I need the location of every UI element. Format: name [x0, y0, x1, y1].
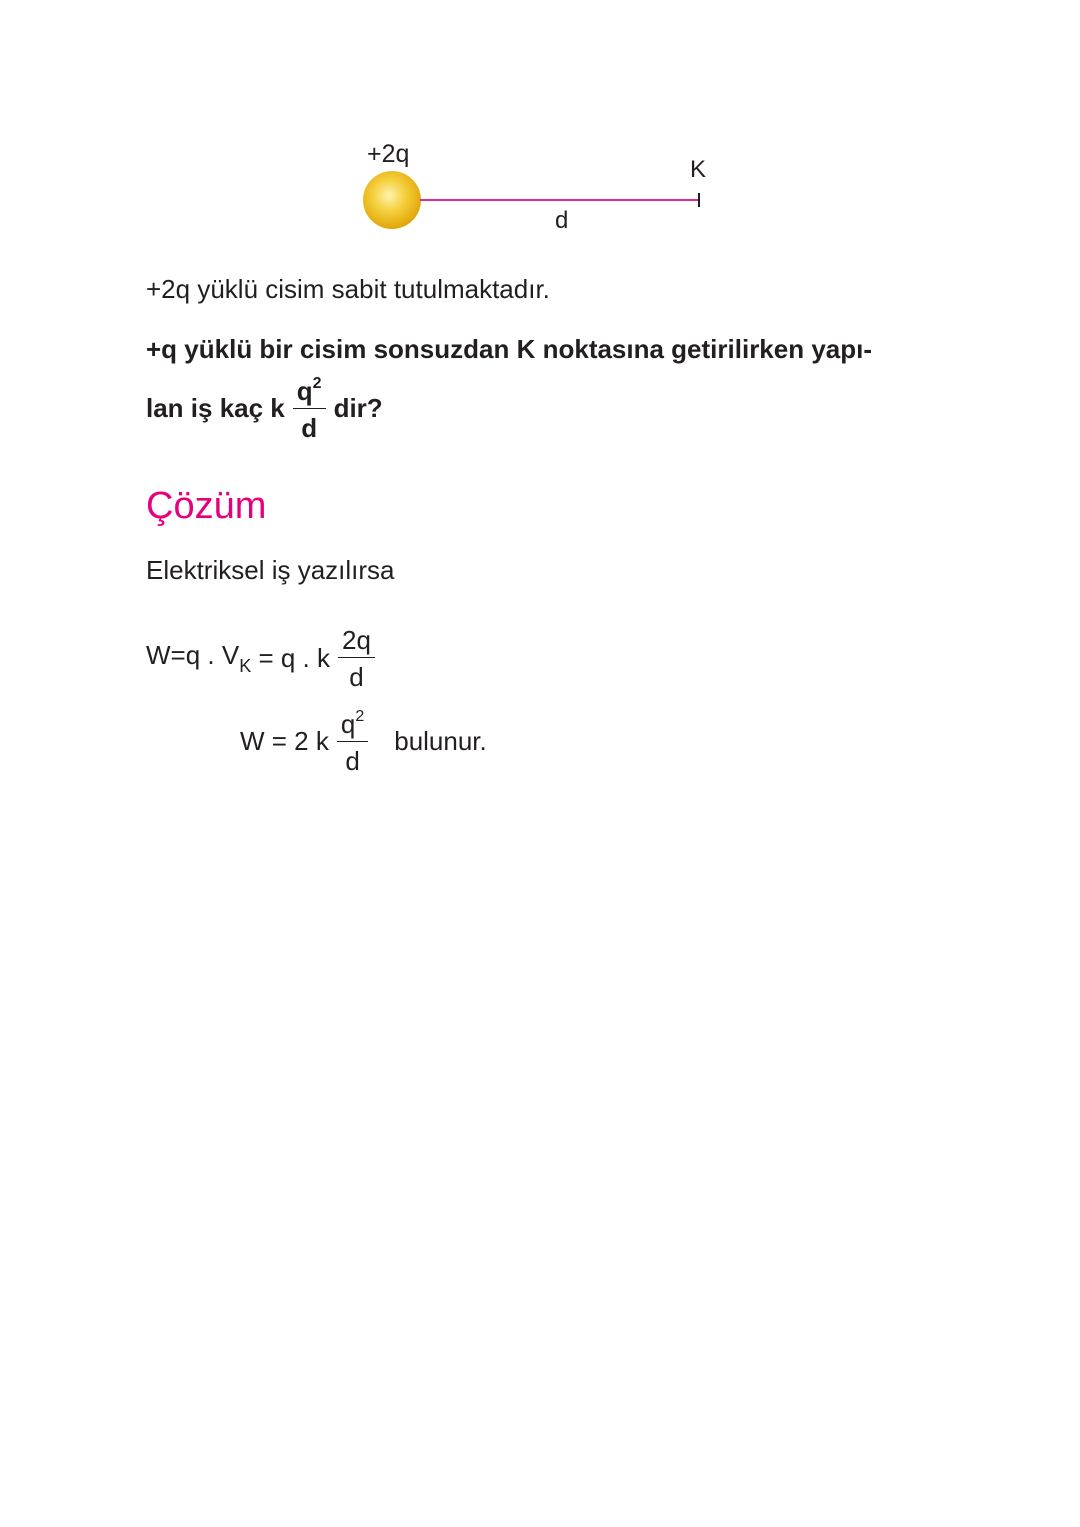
fraction-denominator: d — [349, 661, 364, 692]
equation-2 — [240, 700, 487, 782]
point-k-label: K — [690, 156, 707, 183]
eq1-prefix: W=q . $V_K$ — [146, 639, 252, 676]
eq2-prefix: W = 2 k — [240, 725, 329, 756]
fraction-numerator: 2q — [341, 624, 371, 655]
given-statement: +2q yüklü cisim sabit tutulmaktadır. — [146, 274, 550, 304]
distance-line — [420, 199, 699, 201]
eq2-fraction — [337, 709, 368, 774]
question-line-1: +q yüklü bir cisim sonsuzdan K noktasına getirilirken yapı- — [146, 334, 873, 364]
eq2-result: bulunur. — [394, 725, 487, 756]
charged-sphere — [363, 171, 421, 229]
charge-label: +2q — [367, 140, 410, 168]
eq1-middle: = q . k — [251, 642, 330, 673]
question-prefix: lan iş kaç k — [146, 392, 285, 423]
eq1-fraction — [338, 624, 375, 692]
question-suffix: dir? — [333, 392, 383, 423]
fraction-numerator: $q^2$ — [296, 374, 322, 406]
fraction-numerator: $q^2$ — [340, 707, 365, 739]
solution-title: Çözüm — [146, 485, 267, 527]
solution-explanation: Elektriksel iş yazılırsa — [146, 555, 395, 585]
equation-1 — [146, 618, 383, 698]
point-k-tick — [698, 193, 700, 207]
distance-label: d — [555, 207, 569, 234]
fraction-denominator: d — [345, 745, 360, 776]
question-line-2 — [146, 366, 383, 450]
question-fraction — [293, 376, 326, 441]
fraction-denominator: d — [301, 412, 318, 443]
